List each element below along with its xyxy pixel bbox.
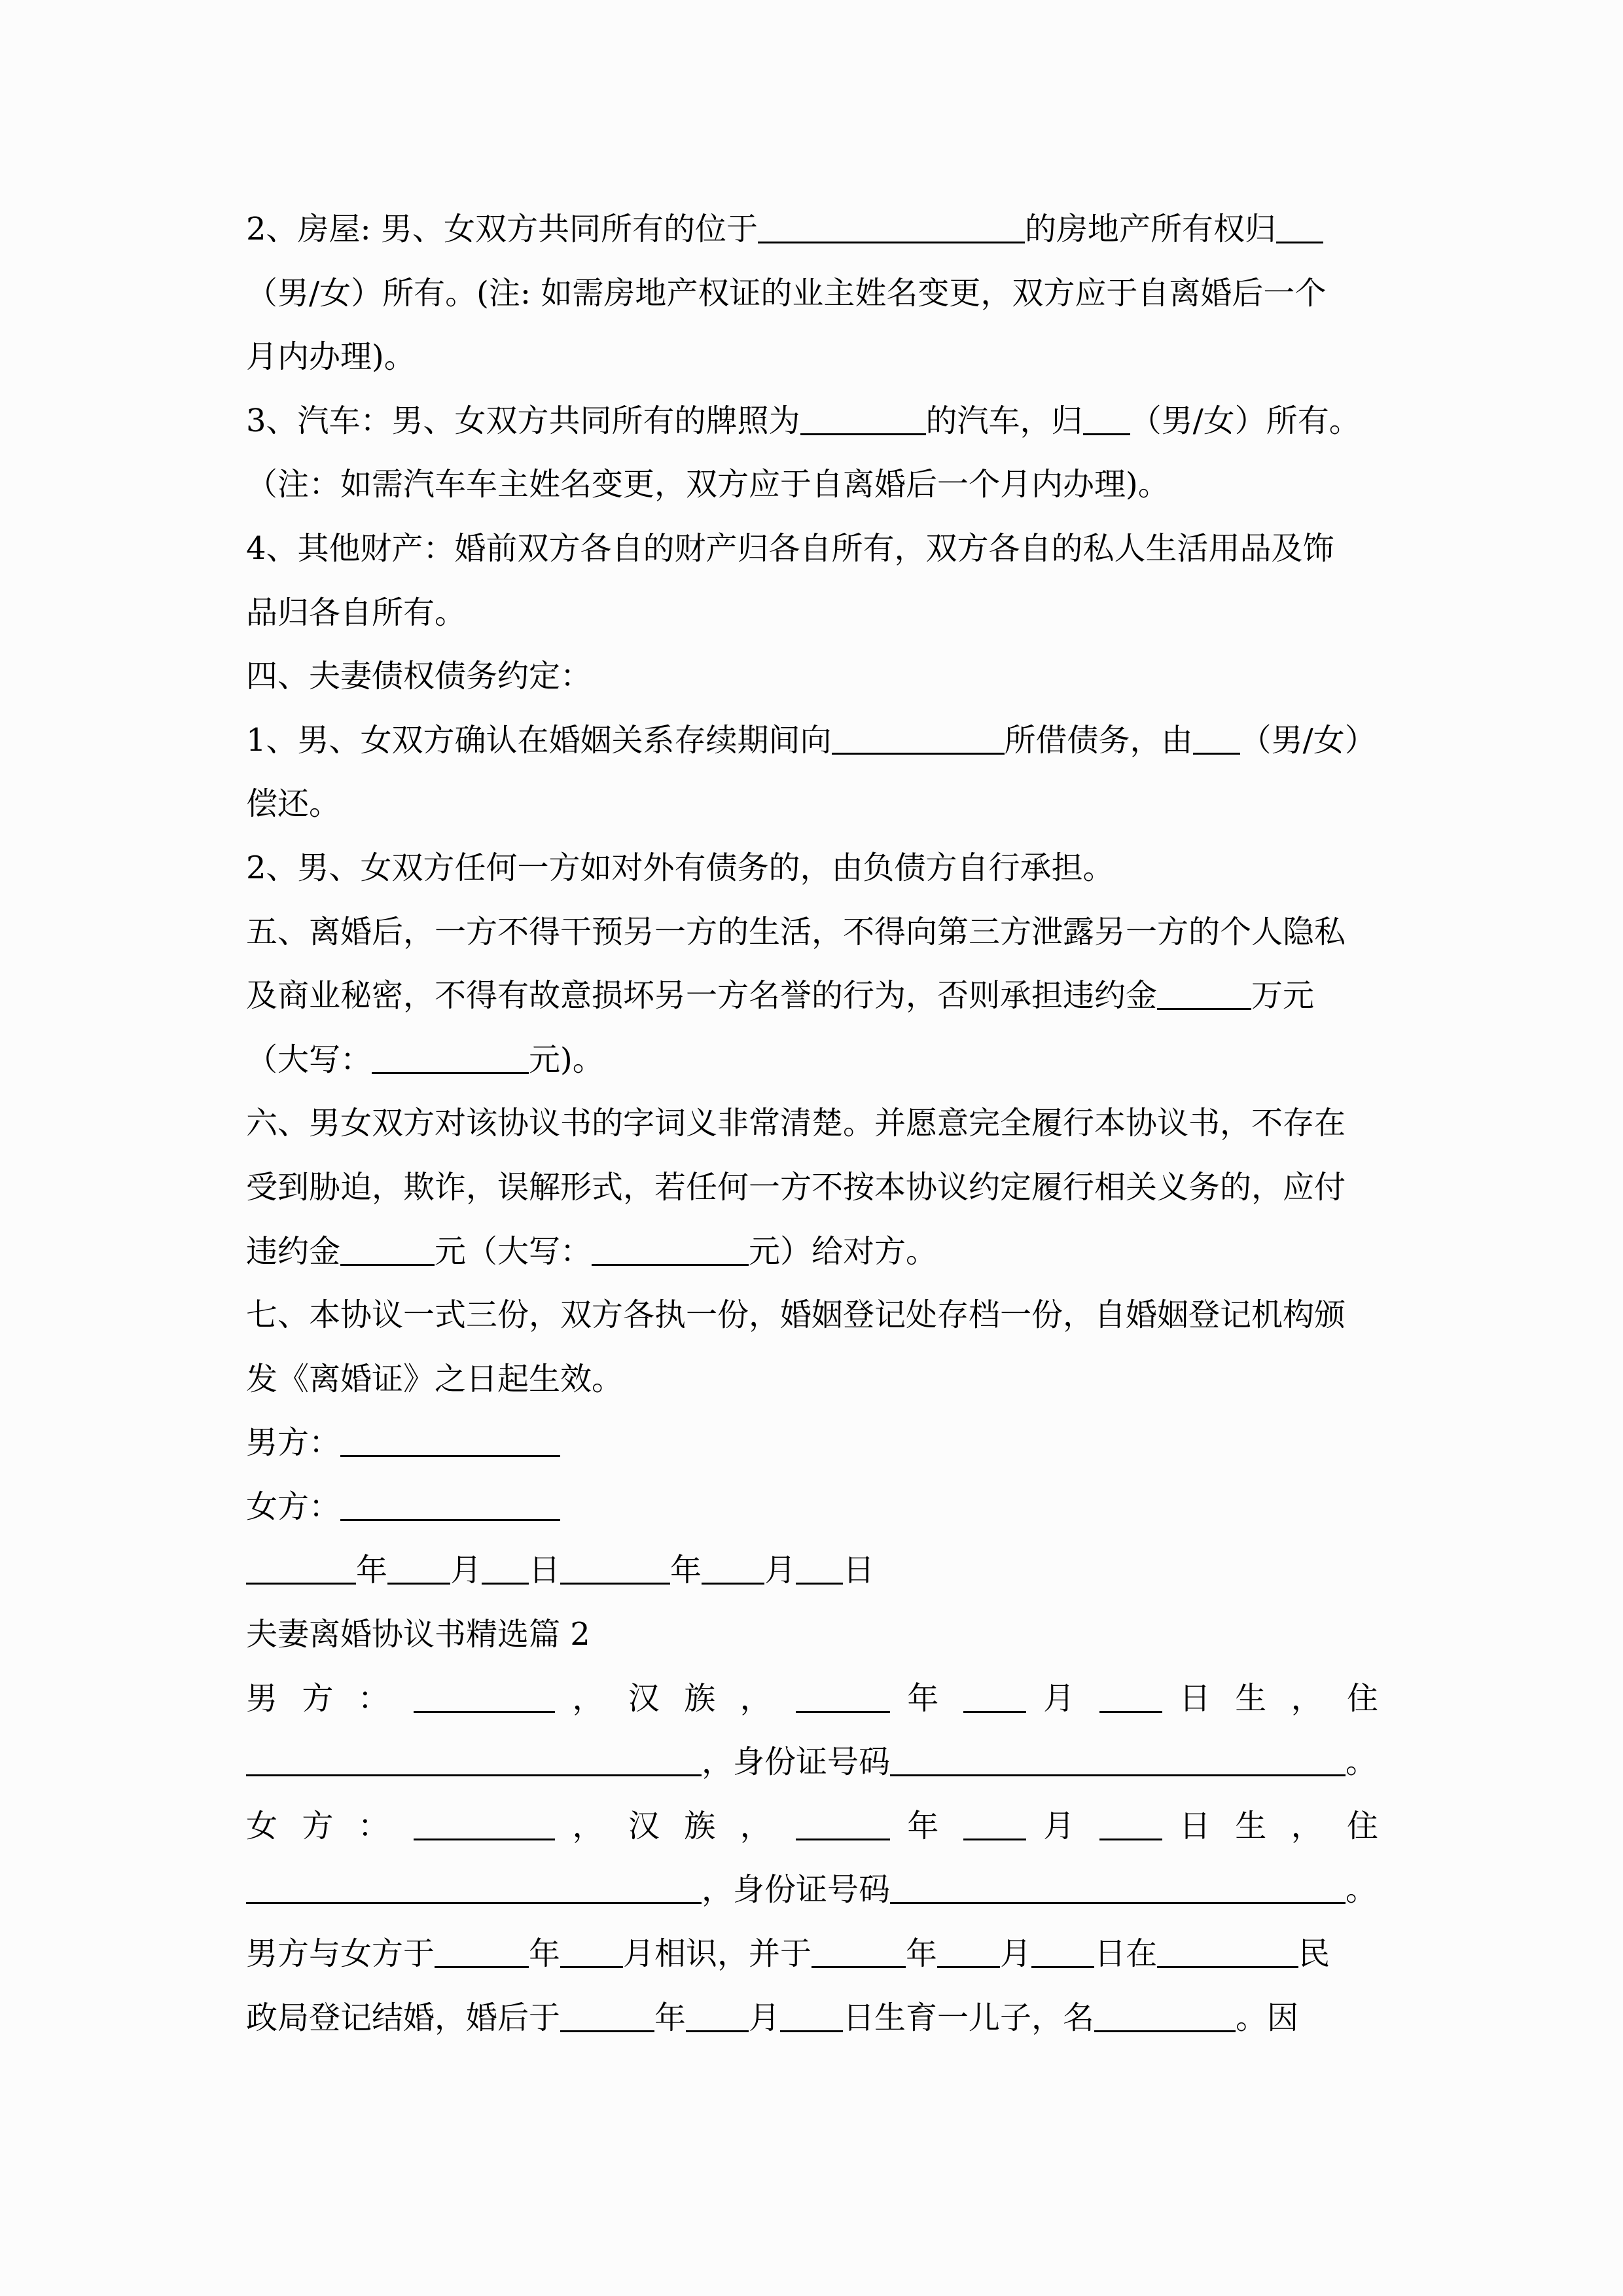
text-segment: 。 [1346, 1871, 1378, 1909]
text-segment: 2、房屋: 男、女双方共同所有的位于 [246, 211, 758, 247]
text-segment: 女 [246, 1807, 285, 1844]
text-segment: 年 [670, 1552, 702, 1589]
text-segment: 日生育一儿子，名 [843, 1999, 1095, 2036]
text-segment: ，身份证号码 [702, 1871, 891, 1909]
text-segment: 违约金 [246, 1232, 341, 1270]
document-line-section-5-1 [246, 901, 1378, 965]
document-line-debt-clause-1b [246, 772, 1378, 836]
fill-in-blank[interactable] [780, 2008, 843, 2032]
text-segment: ， [740, 1807, 779, 1844]
document-line-other-property-2 [246, 581, 1378, 645]
document-line-house-clause-1 [246, 198, 1378, 262]
fill-in-blank[interactable] [246, 1560, 356, 1585]
text-segment: 日 [843, 1552, 875, 1589]
text-segment: ， [572, 1807, 611, 1844]
text-segment: 1、男、女双方确认在婚姻关系存续期间向 [246, 721, 832, 759]
text-segment: 月 [1043, 1679, 1082, 1717]
text-segment: 方 [302, 1807, 341, 1844]
text-segment: 族 [684, 1679, 723, 1717]
fill-in-blank[interactable] [796, 1689, 890, 1713]
text-segment: 品归各自所有。 [246, 594, 467, 631]
document-line-section-4-heading [246, 645, 1378, 709]
fill-in-blank[interactable] [560, 1560, 670, 1585]
fill-in-blank[interactable] [560, 1944, 623, 1968]
document-page [246, 198, 1378, 2050]
text-segment: ： [357, 1679, 397, 1717]
fill-in-blank[interactable] [340, 1497, 560, 1521]
text-segment: （大写： [246, 1041, 372, 1078]
text-segment: ，身份证号码 [702, 1744, 891, 1781]
text-segment: 3、汽车：男、女双方共同所有的牌照为 [246, 402, 800, 439]
fill-in-blank[interactable] [435, 1944, 529, 1968]
document-line-signature-female [246, 1475, 1378, 1539]
text-segment: 四、夫妻债权债务约定： [246, 658, 592, 695]
text-segment: 元）给对方。 [749, 1232, 938, 1270]
text-segment: 夫妻离婚协议书精选篇 2 [246, 1616, 590, 1653]
text-segment: （注：如需汽车车主姓名变更，双方应于自离婚后一个月内办理)。 [246, 466, 1169, 503]
fill-in-blank[interactable] [812, 1944, 906, 1968]
fill-in-blank[interactable] [1157, 986, 1251, 1010]
fill-in-blank[interactable] [246, 1752, 702, 1776]
document-line-male-info-1 [246, 1667, 1378, 1731]
text-segment: ， [572, 1679, 611, 1717]
text-segment: 年 [907, 1679, 946, 1717]
text-segment: 偿还。 [246, 785, 341, 823]
text-segment: 月内办理)。 [246, 338, 416, 376]
text-segment: 月 [764, 1552, 796, 1589]
text-segment: 受到胁迫，欺诈，误解形式，若任何一方不按本协议约定履行相关义务的，应付 [246, 1168, 1346, 1206]
text-segment: 日 [1179, 1807, 1218, 1844]
fill-in-blank[interactable] [372, 1050, 529, 1074]
fill-in-blank[interactable] [686, 2008, 749, 2032]
fill-in-blank[interactable] [560, 2008, 654, 2032]
document-line-car-clause-1 [246, 389, 1378, 454]
text-segment: 的汽车，归 [925, 402, 1083, 439]
document-line-signature-male [246, 1411, 1378, 1475]
text-segment: 五、离婚后，一方不得干预另一方的生活，不得向第三方泄露另一方的个人隐私 [246, 913, 1346, 950]
text-segment: （男/女）所有。 [1130, 402, 1361, 439]
fill-in-blank[interactable] [702, 1560, 764, 1585]
text-segment: 日 [529, 1552, 561, 1589]
text-segment: 年 [907, 1807, 946, 1844]
document-line-other-property-1 [246, 517, 1378, 581]
fill-in-blank[interactable] [890, 1880, 1346, 1904]
document-line-male-info-2 [246, 1731, 1378, 1795]
fill-in-blank[interactable] [963, 1816, 1026, 1840]
fill-in-blank[interactable] [1193, 730, 1240, 755]
text-segment: 年 [529, 1935, 561, 1973]
text-segment: 月相识，并于 [623, 1935, 812, 1973]
text-segment: （男/女） [1240, 721, 1376, 759]
fill-in-blank[interactable] [414, 1816, 555, 1840]
text-segment: 女方： [246, 1488, 341, 1525]
text-segment: 日 [1179, 1679, 1218, 1717]
document-line-signature-dates [246, 1539, 1378, 1603]
document-line-female-info-1 [246, 1795, 1378, 1859]
document-line-section-7-1 [246, 1283, 1378, 1348]
text-segment: （男/女）所有。(注: 如需房地产权证的业主姓名变更，双方应于自离婚后一个 [246, 274, 1327, 312]
text-segment: ， [1291, 1807, 1330, 1844]
text-segment: 月 [1043, 1807, 1082, 1844]
document-line-debt-clause-1a [246, 709, 1378, 773]
text-segment: 生 [1235, 1679, 1274, 1717]
text-segment: 政局登记结婚，婚后于 [246, 1999, 561, 2036]
text-segment: 4、其他财产：婚前双方各自的财产归各自所有，双方各自的私人生活用品及饰 [246, 529, 1334, 567]
text-segment: 汉 [628, 1679, 667, 1717]
text-segment: ， [740, 1679, 779, 1717]
text-segment: 元（大写： [435, 1232, 592, 1270]
document-line-section-5-3 [246, 1028, 1378, 1092]
fill-in-blank[interactable] [1099, 1816, 1162, 1840]
text-segment: 男 [246, 1679, 285, 1717]
document-line-car-clause-2 [246, 453, 1378, 517]
text-segment: 年 [906, 1935, 938, 1973]
text-segment: 所借债务，由 [1004, 721, 1193, 759]
text-segment: ， [1291, 1679, 1330, 1717]
fill-in-blank[interactable] [340, 1433, 560, 1457]
document-line-section-6-3 [246, 1220, 1378, 1284]
text-segment: 月 [749, 1999, 781, 2036]
fill-in-blank[interactable] [482, 1560, 529, 1585]
fill-in-blank[interactable] [832, 730, 1005, 755]
fill-in-blank[interactable] [1094, 2008, 1236, 2032]
fill-in-blank[interactable] [1099, 1689, 1162, 1713]
document-line-section-6-2 [246, 1156, 1378, 1220]
document-line-section-5-2 [246, 964, 1378, 1028]
text-segment: 年 [356, 1552, 388, 1589]
fill-in-blank[interactable] [758, 219, 1025, 243]
text-segment: ： [357, 1807, 397, 1844]
text-segment: 月 [1000, 1935, 1032, 1973]
text-segment: 及商业秘密，不得有故意损坏另一方名誉的行为，否则承担违约金 [246, 977, 1158, 1014]
text-segment: 2、男、女双方任何一方如对外有债务的，由负债方自行承担。 [246, 849, 1115, 886]
document-line-debt-clause-2 [246, 836, 1378, 901]
text-segment: 民 [1298, 1935, 1330, 1973]
text-segment: 。因 [1236, 1999, 1299, 2036]
document-line-female-info-2 [246, 1858, 1378, 1922]
document-line-marriage-history-1 [246, 1922, 1378, 1986]
fill-in-blank[interactable] [340, 1242, 435, 1266]
fill-in-blank[interactable] [1031, 1944, 1094, 1968]
document-line-house-clause-2 [246, 262, 1378, 326]
document-line-house-clause-3 [246, 325, 1378, 389]
fill-in-blank[interactable] [890, 1752, 1346, 1776]
text-segment: 男方与女方于 [246, 1935, 435, 1973]
text-segment: 。 [1346, 1744, 1378, 1781]
text-segment: 族 [684, 1807, 723, 1844]
document-line-marriage-history-2 [246, 1986, 1378, 2051]
fill-in-blank[interactable] [800, 411, 926, 435]
fill-in-blank[interactable] [1157, 1944, 1298, 1968]
text-segment: 七、本协议一式三份，双方各执一份，婚姻登记处存档一份，自婚姻登记机构颁 [246, 1297, 1346, 1334]
fill-in-blank[interactable] [963, 1689, 1026, 1713]
fill-in-blank[interactable] [796, 1816, 890, 1840]
fill-in-blank[interactable] [246, 1880, 702, 1904]
fill-in-blank[interactable] [1276, 219, 1323, 243]
text-segment: 的房地产所有权归 [1024, 211, 1276, 247]
text-segment: 住 [1347, 1679, 1378, 1717]
document-line-section-7-2 [246, 1348, 1378, 1412]
text-segment: 汉 [628, 1807, 667, 1844]
text-segment: 发《离婚证》之日起生效。 [246, 1360, 624, 1397]
text-segment: 元)。 [529, 1041, 604, 1078]
text-segment: 男方： [246, 1424, 341, 1462]
fill-in-blank[interactable] [1083, 411, 1130, 435]
text-segment: 月 [450, 1552, 482, 1589]
fill-in-blank[interactable] [592, 1242, 749, 1266]
text-segment: 方 [302, 1679, 341, 1717]
document-line-section-6-1 [246, 1092, 1378, 1156]
fill-in-blank[interactable] [414, 1689, 555, 1713]
text-segment: 年 [654, 1999, 687, 2036]
text-segment: 万元 [1251, 977, 1315, 1014]
fill-in-blank[interactable] [796, 1560, 843, 1585]
document-line-section-title-2 [246, 1603, 1378, 1667]
text-segment: 日在 [1094, 1935, 1158, 1973]
fill-in-blank[interactable] [937, 1944, 1000, 1968]
text-segment: 住 [1347, 1807, 1378, 1844]
text-segment: 生 [1235, 1807, 1274, 1844]
text-segment: 六、男女双方对该协议书的字词义非常清楚。并愿意完全履行本协议书，不存在 [246, 1105, 1346, 1142]
fill-in-blank[interactable] [387, 1560, 450, 1585]
